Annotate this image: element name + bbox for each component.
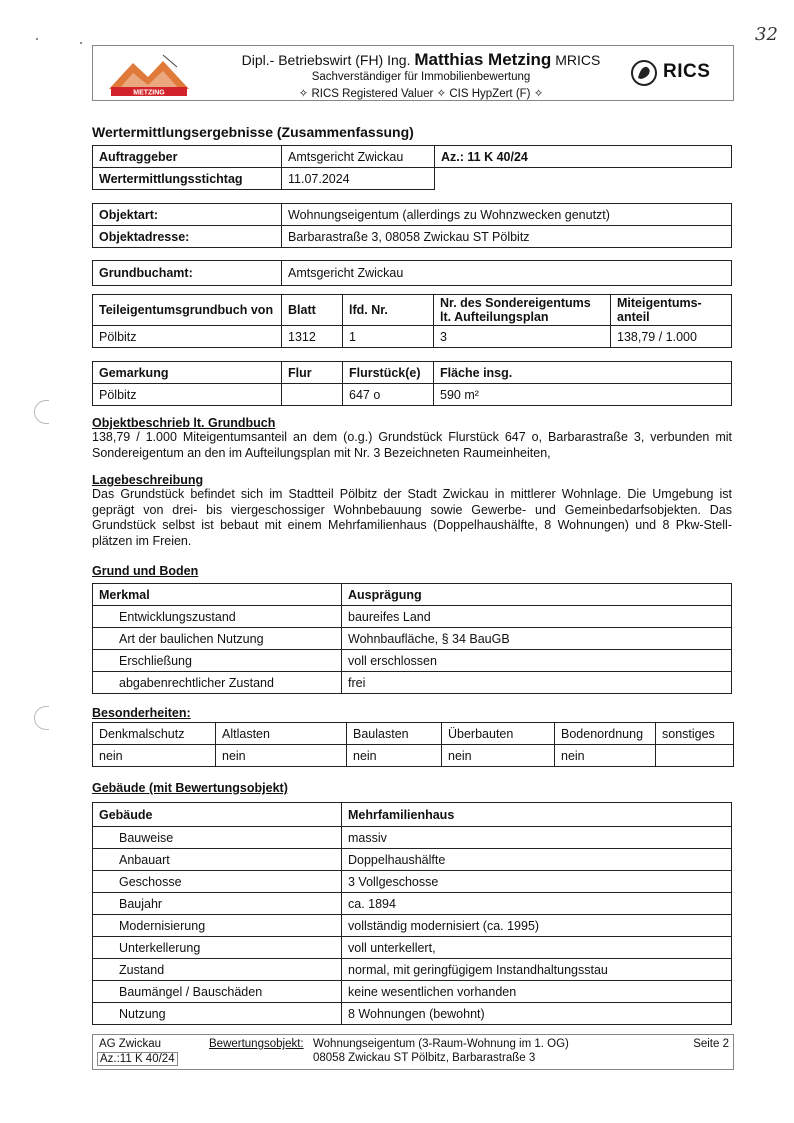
- page-title: Wertermittlungsergebnisse (Zusammenfassung): [92, 124, 414, 140]
- page-footer: [92, 1034, 734, 1070]
- grundbuch-header-blatt: Blatt: [282, 295, 343, 326]
- baulasten-header: Baulasten: [347, 723, 442, 745]
- auftrag-table: [92, 145, 732, 190]
- ueberbauten-header: Überbauten: [442, 723, 555, 745]
- gebaeude-cell: Zustand: [93, 959, 342, 981]
- bodenordnung-header: Bodenordnung: [555, 723, 656, 745]
- grundbuch-cell: 138,79 / 1.000: [611, 326, 732, 348]
- gebaeude-table: [92, 802, 732, 1025]
- auftraggeber-label: Auftraggeber: [93, 146, 282, 168]
- besonderheiten-cell: nein: [347, 745, 442, 767]
- gebaeude-cell: Nutzung: [93, 1003, 342, 1025]
- logo-text: METZING: [133, 89, 165, 97]
- flaeche-header: Fläche insg.: [434, 362, 732, 384]
- mehrfamilienhaus-header: Mehrfamilienhaus: [342, 803, 732, 827]
- punch-hole: [34, 400, 49, 424]
- objektadresse-value: Barbarastraße 3, 08058 Zwickau ST Pölbitz: [282, 226, 732, 248]
- footer-ag: AG Zwickau: [99, 1038, 161, 1050]
- gebaeude-value: voll unterkellert,: [342, 937, 732, 959]
- gebaeude-value: massiv: [342, 827, 732, 849]
- auspraegung-cell: voll erschlossen: [342, 650, 732, 672]
- gemarkung-table: [92, 361, 732, 406]
- scan-speck: [36, 38, 38, 40]
- grundbuchamt-table: [92, 260, 732, 286]
- lage-text: Das Grundstück befindet sich im Stadtteil Pölbitz der Stadt Zwickau in mittlerer Wohnlage. Die Umgebung ist geprägt von drei- bis viergeschossiger Wohnbebauung sowie Gewerbe- und Gemeinbedarfsobjekten. Das Grundstück selbst ist bebaut mit einem Mehrfamilienhaus (Doppelhaushälfte, 8 Wohnungen) und 8 Pkw-Stell-plätzen im Freien.: [92, 487, 732, 548]
- grundbuch-table: [92, 294, 732, 348]
- gebaeude-cell: Geschosse: [93, 871, 342, 893]
- objektart-label: Objektart:: [93, 204, 282, 226]
- gebaeude-value: keine wesentlichen vorhanden: [342, 981, 732, 1003]
- gemarkung-cell: 590 m²: [434, 384, 732, 406]
- auspraegung-cell: frei: [342, 672, 732, 694]
- grundbuch-header-lfdnr: lfd. Nr.: [343, 295, 434, 326]
- gemarkung-header: Gemarkung: [93, 362, 282, 384]
- expert-credentials: ✧ RICS Registered Valuer ✧ CIS HypZert (F) ✧: [298, 88, 544, 100]
- auspraegung-header: Ausprägung: [342, 584, 732, 606]
- objektbeschrieb-text: 138,79 / 1.000 Miteigentumsanteil an dem (o.g.) Grundstück Flurstück 647 o, Barbarastraße 3, verbunden mit Sondereigentum an den im Aufteilungsplan mit Nr. 3 Bezeichneten Raumeinheiten,: [92, 430, 732, 460]
- footer-objekt-line2: 08058 Zwickau ST Pölbitz, Barbarastraße 3: [313, 1052, 536, 1064]
- expert-subtitle: Sachverständiger für Immobilienbewertung: [311, 71, 531, 83]
- besonderheiten-cell: nein: [216, 745, 347, 767]
- besonderheiten-table: [92, 722, 734, 767]
- aktenzeichen: Az.: 11 K 40/24: [435, 146, 732, 168]
- gemarkung-cell: [282, 384, 343, 406]
- merkmal-cell: Entwicklungszustand: [93, 606, 342, 628]
- rics-lion-icon: [629, 58, 659, 88]
- grundbuchamt-label: Grundbuchamt:: [93, 261, 282, 286]
- gebaeude-title: Gebäude (mit Bewertungsobjekt): [92, 781, 288, 795]
- grundbuch-header-sondereigentum: Nr. des Sondereigentums lt. Aufteilungsplan: [434, 295, 611, 326]
- punch-hole: [34, 706, 49, 730]
- gebaeude-value: 3 Vollgeschosse: [342, 871, 732, 893]
- gebaeude-cell: Baumängel / Bauschäden: [93, 981, 342, 1003]
- grundbuch-cell: 3: [434, 326, 611, 348]
- gebaeude-cell: Modernisierung: [93, 915, 342, 937]
- besonderheiten-cell: nein: [442, 745, 555, 767]
- objektbeschrieb-title: Objektbeschrieb lt. Grundbuch: [92, 416, 276, 430]
- rics-text: RICS: [663, 61, 711, 82]
- gebaeude-value: normal, mit geringfügigem Instandhaltungsstau: [342, 959, 732, 981]
- objektart-value: Wohnungseigentum (allerdings zu Wohnzwecken genutzt): [282, 204, 732, 226]
- footer-objekt-line1: Wohnungseigentum (3-Raum-Wohnung im 1. OG): [313, 1038, 569, 1050]
- grundbuch-header-von: Teileigentumsgrundbuch von: [93, 295, 282, 326]
- expert-name: Dipl.- Betriebswirt (FH) Ing. Matthias Metzing MRICS: [241, 50, 601, 69]
- footer-page: Seite 2: [693, 1038, 729, 1050]
- besonderheiten-cell: [656, 745, 734, 767]
- besonderheiten-title: Besonderheiten:: [92, 706, 191, 720]
- auspraegung-cell: baureifes Land: [342, 606, 732, 628]
- merkmal-header: Merkmal: [93, 584, 342, 606]
- gebaeude-value: 8 Wohnungen (bewohnt): [342, 1003, 732, 1025]
- grundbuchamt-value: Amtsgericht Zwickau: [282, 261, 732, 286]
- grundbuch-header-miteigentum: Miteigentums-anteil: [611, 295, 732, 326]
- merkmal-cell: Erschließung: [93, 650, 342, 672]
- objekt-table: [92, 203, 732, 248]
- besonderheiten-cell: nein: [555, 745, 656, 767]
- footer-az: Az.:11 K 40/24: [97, 1052, 178, 1066]
- handwritten-page-number: 32: [755, 24, 778, 45]
- objektadresse-label: Objektadresse:: [93, 226, 282, 248]
- letterhead: [92, 45, 734, 101]
- besonderheiten-cell: nein: [93, 745, 216, 767]
- grundbuch-cell: 1: [343, 326, 434, 348]
- gebaeude-cell: Bauweise: [93, 827, 342, 849]
- denkmalschutz-header: Denkmalschutz: [93, 723, 216, 745]
- rics-logo: [629, 58, 729, 88]
- gemarkung-cell: Pölbitz: [93, 384, 282, 406]
- auspraegung-cell: Wohnbaufläche, § 34 BauGB: [342, 628, 732, 650]
- gebaeude-cell: Baujahr: [93, 893, 342, 915]
- gebaeude-value: Doppelhaushälfte: [342, 849, 732, 871]
- lage-title: Lagebeschreibung: [92, 473, 204, 487]
- merkmal-cell: abgabenrechtlicher Zustand: [93, 672, 342, 694]
- flurstueck-header: Flurstück(e): [343, 362, 434, 384]
- merkmal-cell: Art der baulichen Nutzung: [93, 628, 342, 650]
- stichtag-label: Wertermittlungsstichtag: [93, 168, 282, 190]
- gebaeude-value: ca. 1894: [342, 893, 732, 915]
- auftraggeber-value: Amtsgericht Zwickau: [282, 146, 435, 168]
- sonstiges-header: sonstiges: [656, 723, 734, 745]
- gebaeude-value: vollständig modernisiert (ca. 1995): [342, 915, 732, 937]
- gebaeude-cell: Anbauart: [93, 849, 342, 871]
- grundbuch-cell: 1312: [282, 326, 343, 348]
- footer-objekt-label: Bewertungsobjekt:: [209, 1038, 304, 1050]
- gebaeude-cell: Unterkellerung: [93, 937, 342, 959]
- scan-speck: [80, 42, 82, 44]
- grundbuch-cell: Pölbitz: [93, 326, 282, 348]
- altlasten-header: Altlasten: [216, 723, 347, 745]
- flur-header: Flur: [282, 362, 343, 384]
- grund-boden-title: Grund und Boden: [92, 564, 199, 578]
- gebaeude-header: Gebäude: [93, 803, 342, 827]
- metzing-logo: [103, 49, 193, 97]
- gemarkung-cell: 647 o: [343, 384, 434, 406]
- grund-boden-table: [92, 583, 732, 694]
- stichtag-value: 11.07.2024: [282, 168, 435, 190]
